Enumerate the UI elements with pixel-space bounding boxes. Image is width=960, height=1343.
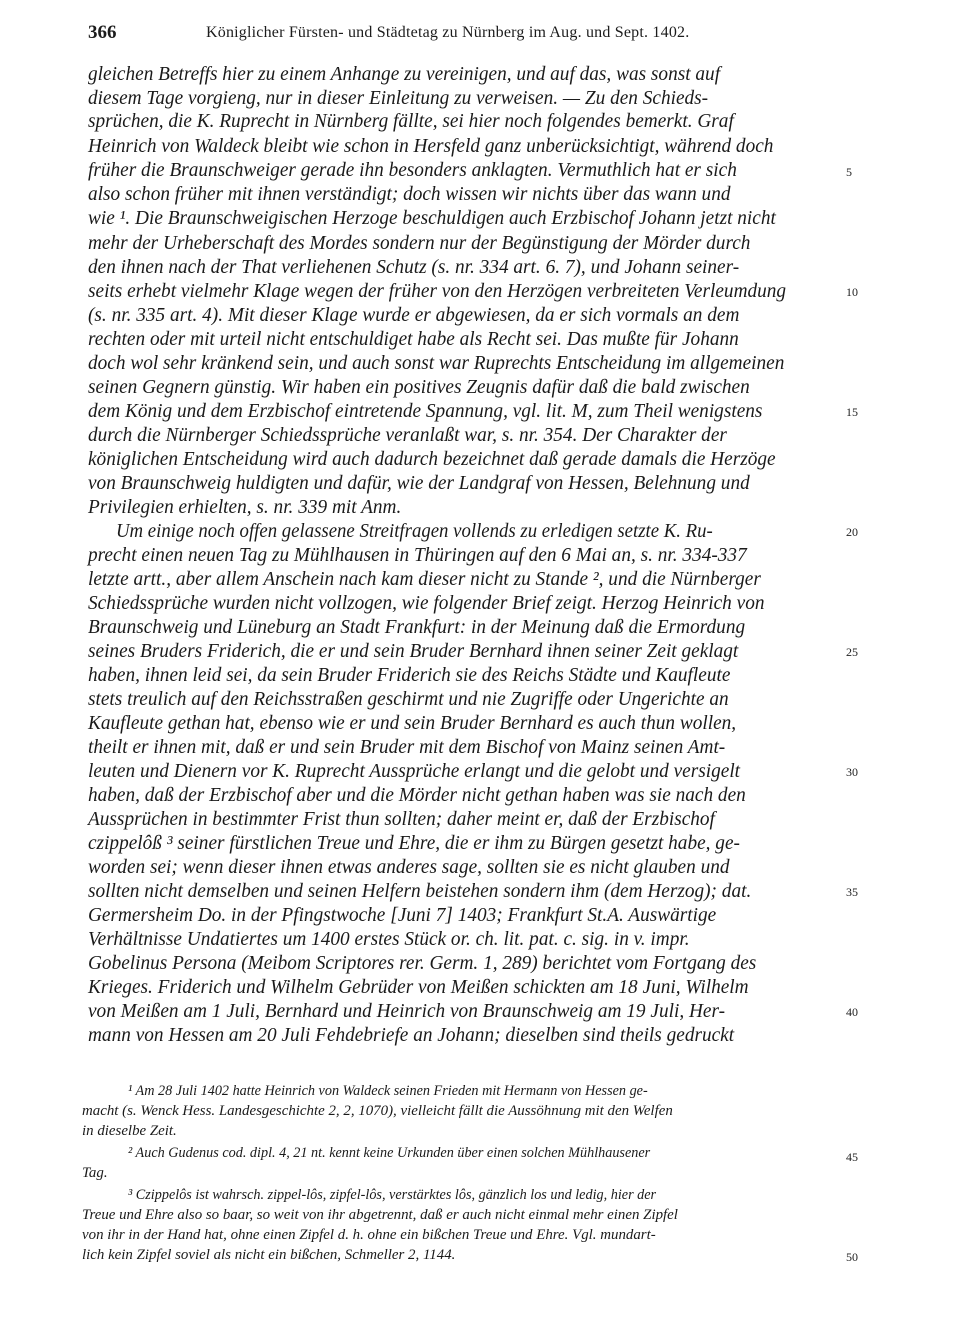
footnote-line: Tag. — [82, 1165, 108, 1181]
body-line: Verhältnisse Undatiertes um 1400 erstes Stück or. ch. lit. pat. c. sig. in v. impr. — [88, 929, 690, 950]
body-line: rechten oder mit urteil nicht entschuldiget habe als Recht sei. Das mußte für Johann — [88, 329, 739, 350]
body-line: durch die Nürnberger Schiedssprüche veranlaßt war, s. nr. 354. Der Charakter der — [88, 425, 727, 446]
footnote-line: von ihr in der Hand hat, ohne einen Zipfel d. h. ohne ein bißchen Treue und Ehre. Vgl. mundart- — [82, 1227, 656, 1243]
body-line: früher die Braunschweiger gerade ihn besonders anklagten. Vermuthlich hat er sich — [88, 160, 737, 181]
footnote-line: lich kein Zipfel soviel als nicht ein bißchen, Schmeller 2, 1144. — [82, 1247, 456, 1263]
footnote-line: ² Auch Gudenus cod. dipl. 4, 21 nt. kennt keine Urkunden über einen solchen Mühlhausener — [128, 1145, 651, 1161]
body-line: Schiedssprüche wurden nicht vollzogen, wie folgender Brief zeigt. Herzog Heinrich von — [88, 593, 765, 614]
body-line: Privilegien erhielten, s. nr. 339 mit Anm. — [88, 497, 402, 518]
body-line: wie ¹. Die Braunschweigischen Herzoge beschuldigen auch Erzbischof Johann jetzt nicht — [88, 208, 776, 229]
body-line: haben, ihnen leid sei, da sein Bruder Friderich sie des Reichs Städte und Kaufleute — [88, 665, 731, 686]
running-header — [88, 22, 848, 46]
footnote-line: in dieselbe Zeit. — [82, 1123, 177, 1139]
body-line: dem König und dem Erzbischof eintretende Spannung, vgl. lit. M, zum Theil wenigstens — [88, 401, 763, 422]
line-number: 30 — [846, 765, 858, 779]
line-number: 45 — [846, 1150, 858, 1164]
line-number: 5 — [846, 165, 852, 179]
body-line: mann von Hessen am 20 Juli Fehdebriefe an Johann; dieselben sind theils gedruckt — [88, 1025, 735, 1046]
body-line: von Meißen am 1 Juli, Bernhard und Heinrich von Braunschweig am 19 Juli, Her- — [88, 1001, 726, 1022]
running-title: Königlicher Fürsten- und Städtetag zu Nürnberg im Aug. und Sept. 1402. — [206, 24, 690, 41]
body-line: Braunschweig und Lüneburg an Stadt Frankfurt: in der Meinung daß die Ermordung — [88, 617, 746, 638]
body-line: stets treulich auf den Reichsstraßen geschirmt und nie Zugriffe oder Ungerichte an — [88, 689, 729, 710]
body-line: mehr der Urheberschaft des Mordes sondern nur der Begünstigung der Mörder durch — [88, 233, 751, 254]
body-line: sollten nicht demselben und seinen Helfern beistehen sondern ihm (dem Herzog); dat. — [88, 881, 752, 902]
footnote-line: ¹ Am 28 Juli 1402 hatte Heinrich von Waldeck seinen Frieden mit Hermann von Hessen ge- — [128, 1083, 648, 1099]
page-number: 366 — [88, 22, 117, 43]
body-line: haben, daß der Erzbischof aber und die Mörder nicht gethan haben was sie nach den — [88, 785, 746, 806]
body-line: czippelôß ³ seiner fürstlichen Treue und Ehre, die er ihm zu Bürgen gesetzt habe, ge- — [88, 833, 740, 854]
footnote-line: macht (s. Wenck Hess. Landesgeschichte 2, 2, 1070), vielleicht fällt die Aussöhnung mit den Welfen — [82, 1103, 673, 1119]
body-line: seines Bruders Friderich, die er und sein Bruder Bernhard ihnen seiner Zeit geklagt — [88, 641, 739, 662]
body-line: Kaufleute gethan hat, ebenso wie er und sein Bruder Bernhard es auch thun wollen, — [88, 713, 737, 734]
line-number: 15 — [846, 405, 858, 419]
line-number: 50 — [846, 1250, 858, 1264]
body-line: precht einen neuen Tag zu Mühlhausen in Thüringen auf den 6 Mai an, s. nr. 334-337 — [88, 545, 747, 566]
body-line: seits erhebt vielmehr Klage wegen der früher von den Herzögen verbreiteten Verleumdung — [88, 281, 787, 302]
body-line: Germersheim Do. in der Pfingstwoche [Juni 7] 1403; Frankfurt St.A. Auswärtige — [88, 905, 717, 926]
footnote-line: Treue und Ehre also so baar, so weit von ihr abgetrennt, daß er auch nicht einmal mehr einen Zipfel — [82, 1207, 678, 1223]
body-line: Aussprüchen in bestimmter Frist thun sollten; daher meint er, daß der Erzbischof — [88, 809, 715, 830]
body-line: gleichen Betreffs hier zu einem Anhange zu vereinigen, und auf das, was sonst auf — [88, 64, 721, 85]
body-line: Krieges. Friderich und Wilhelm Gebrüder von Meißen schickten am 18 Juni, Wilhelm — [88, 977, 749, 998]
body-line: sprüchen, die K. Ruprecht in Nürnberg fällte, sei hier noch folgendes bemerkt. Graf — [88, 111, 734, 132]
body-line: seinen Gegnern günstig. Wir haben ein positives Zeugnis dafür daß die bald zwischen — [88, 377, 750, 398]
body-line: von Braunschweig huldigten und dafür, wie der Landgraf von Hessen, Belehnung und — [88, 473, 750, 494]
body-line: worden sei; wenn dieser ihnen etwas anderes sage, sollten sie es nicht glauben und — [88, 857, 730, 878]
line-number: 40 — [846, 1005, 858, 1019]
body-line: letzte artt., aber allem Anschein nach kam dieser nicht zu Stande ², und die Nürnberger — [88, 569, 761, 590]
line-number: 20 — [846, 525, 858, 539]
body-line: Heinrich von Waldeck bleibt wie schon in Hersfeld ganz unberücksichtigt, während doch — [88, 136, 774, 157]
body-line: (s. nr. 335 art. 4). Mit dieser Klage wurde er abgewiesen, da er sich vormals an dem — [88, 305, 740, 326]
body-line: Um einige noch offen gelassene Streitfragen vollends zu erledigen setzte K. Ru- — [116, 521, 713, 542]
footnote-line: ³ Czippelôs ist wahrsch. zippel-lôs, zipfel-lôs, verstärktes lôs, gänzlich los und ledig, hier der — [128, 1187, 657, 1203]
body-line: theilt er ihnen mit, daß er und sein Bruder mit dem Bischof von Mainz seinen Amt- — [88, 737, 726, 758]
body-line: den ihnen nach der That verliehenen Schutz (s. nr. 334 art. 6. 7), und Johann seiner- — [88, 257, 740, 278]
line-number: 35 — [846, 885, 858, 899]
body-line: diesem Tage vorgieng, nur in dieser Einleitung zu verweisen. — Zu den Schieds- — [88, 88, 709, 109]
body-line: leuten und Dienern vor K. Ruprecht Aussprüche erlangt und die gelobt und versigelt — [88, 761, 741, 782]
line-number: 10 — [846, 285, 858, 299]
body-line: königlichen Entscheidung wird auch dadurch bezeichnet daß gerade damals die Herzöge — [88, 449, 776, 470]
body-line: also schon früher mit ihnen verständigt; doch wissen wir nichts über das wann und — [88, 184, 731, 205]
line-number: 25 — [846, 645, 858, 659]
body-line: doch wol sehr kränkend sein, und auch sonst war Ruprechts Entscheidung im allgemeinen — [88, 353, 785, 374]
body-line: Gobelinus Persona (Meibom Scriptores rer. Germ. 1, 289) berichtet vom Fortgang des — [88, 953, 757, 974]
